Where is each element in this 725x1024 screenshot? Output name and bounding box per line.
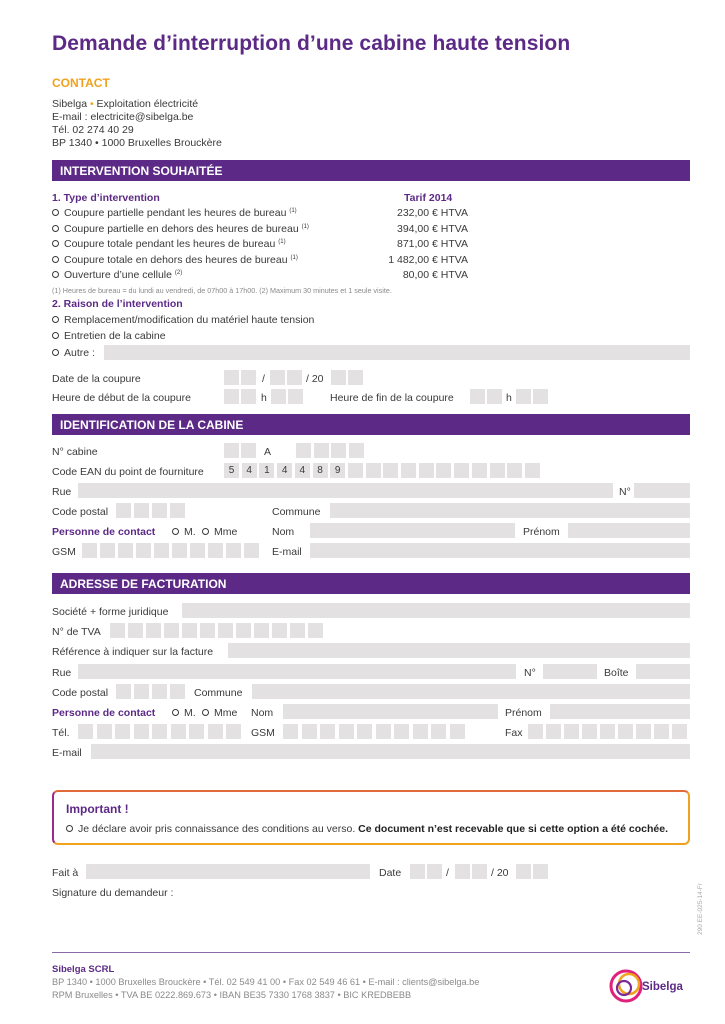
vat-box[interactable]: [128, 623, 143, 638]
cabine-street-field[interactable]: [78, 483, 613, 498]
ean-digit-box[interactable]: [454, 463, 469, 478]
vat-box[interactable]: [236, 623, 251, 638]
billing-postal-box[interactable]: [152, 684, 167, 699]
footer-address: BP 1340 • 1000 Bruxelles Brouckère • Tél. 02 549 41 00 • Fax 02 549 46 61 • E-mail : clients@sibelga.be: [52, 977, 480, 987]
billing-gsm-box[interactable]: [357, 724, 372, 739]
section-cabine: IDENTIFICATION DE LA CABINE: [52, 414, 690, 435]
contact-org: Sibelga: [52, 98, 88, 110]
billing-title-mme[interactable]: Mme: [202, 707, 237, 719]
billing-prenom-label: Prénom: [505, 707, 542, 719]
billing-fax-box[interactable]: [564, 724, 579, 739]
billing-tel-box[interactable]: [115, 724, 130, 739]
cabine-nom-field[interactable]: [310, 523, 515, 538]
billing-gsm-box[interactable]: [450, 724, 465, 739]
vat-box[interactable]: [218, 623, 233, 638]
cabine-gsm-box[interactable]: [82, 543, 97, 558]
sign-date-label: Date: [379, 867, 402, 879]
ean-digit-box[interactable]: [401, 463, 416, 478]
section-facturation: ADRESSE DE FACTURATION: [52, 573, 690, 594]
cabine-nom-label: Nom: [272, 526, 295, 538]
intervention-price: 232,00 € HTVA: [396, 207, 468, 219]
cabine-number-label-2: N°: [619, 486, 631, 498]
cabine-prenom-label: Prénom: [523, 526, 560, 538]
ean-digit-box[interactable]: 4: [295, 463, 310, 478]
billing-tel-box[interactable]: [78, 724, 93, 739]
date-day-box-2[interactable]: [241, 370, 256, 385]
billing-email-label: E-mail: [52, 747, 82, 759]
ean-digit-box[interactable]: 5: [224, 463, 239, 478]
date-year-box-1[interactable]: [331, 370, 346, 385]
billing-prenom-field[interactable]: [550, 704, 690, 719]
radio-circle-icon[interactable]: [52, 316, 59, 323]
reference-field[interactable]: [228, 643, 690, 658]
other-reason-field[interactable]: [104, 345, 690, 360]
ean-digit-box[interactable]: [472, 463, 487, 478]
billing-fax-box[interactable]: [546, 724, 561, 739]
billing-fax-box[interactable]: [582, 724, 597, 739]
end-hour-box-2[interactable]: [487, 389, 502, 404]
billing-gsm-box[interactable]: [302, 724, 317, 739]
ean-digit-box[interactable]: [507, 463, 522, 478]
cabine-email-label: E-mail: [272, 546, 302, 558]
vat-box[interactable]: [308, 623, 323, 638]
sign-year-prefix: / 20: [491, 867, 509, 879]
cabine-postal-label: Code postal: [52, 506, 109, 518]
date-separator: /: [262, 373, 265, 385]
contact-dept: Exploitation électricité: [96, 98, 199, 110]
start-hour-box-1[interactable]: [224, 389, 239, 404]
billing-tel-box[interactable]: [171, 724, 186, 739]
intervention-type-option[interactable]: Coupure partielle pendant les heures de bureau $^{(1)}$: [52, 207, 297, 219]
vat-box[interactable]: [272, 623, 287, 638]
billing-tel-box[interactable]: [134, 724, 149, 739]
cabine-gsm-box[interactable]: [190, 543, 205, 558]
footer-logo-text: Sibelga: [642, 981, 683, 993]
billing-fax-label: Fax: [505, 727, 523, 739]
vat-box[interactable]: [146, 623, 161, 638]
end-hour-box-1[interactable]: [470, 389, 485, 404]
footer-company: Sibelga SCRL: [52, 964, 115, 975]
cabine-postal-box[interactable]: [152, 503, 167, 518]
sign-year-box-2[interactable]: [533, 864, 548, 879]
footer-divider: [52, 952, 690, 953]
ean-digit-box[interactable]: [348, 463, 363, 478]
ean-digit-box[interactable]: [525, 463, 540, 478]
radio-circle-icon[interactable]: [52, 332, 59, 339]
billing-title-m[interactable]: M.: [172, 707, 196, 719]
cabine-email-field[interactable]: [310, 543, 690, 558]
billing-box-label: Boîte: [604, 667, 629, 679]
cabine-commune-field[interactable]: [330, 503, 690, 518]
date-month-box-2[interactable]: [287, 370, 302, 385]
reason-option-2[interactable]: Entretien de la cabine: [52, 330, 166, 342]
radio-circle-icon[interactable]: [172, 528, 179, 535]
vat-box[interactable]: [254, 623, 269, 638]
ean-digit-box[interactable]: [436, 463, 451, 478]
vat-box[interactable]: [290, 623, 305, 638]
cabine-number-box[interactable]: [241, 443, 256, 458]
billing-nom-field[interactable]: [283, 704, 498, 719]
cabine-gsm-box[interactable]: [100, 543, 115, 558]
section-intervention: INTERVENTION SOUHAITÉE: [52, 160, 690, 181]
start-hour-box-2[interactable]: [241, 389, 256, 404]
ean-digit-box[interactable]: 4: [242, 463, 257, 478]
ean-digit-box[interactable]: [366, 463, 381, 478]
billing-number-field[interactable]: [543, 664, 597, 679]
end-min-box-2[interactable]: [533, 389, 548, 404]
billing-email-field[interactable]: [91, 744, 690, 759]
company-field[interactable]: [182, 603, 690, 618]
cabine-number-label: N° cabine: [52, 446, 98, 458]
cabine-gsm-box[interactable]: [172, 543, 187, 558]
start-time-label: Heure de début de la coupure: [52, 392, 191, 404]
important-title: Important !: [66, 802, 129, 816]
cabine-street-label: Rue: [52, 486, 72, 498]
billing-gsm-box[interactable]: [394, 724, 409, 739]
billing-street-field[interactable]: [78, 664, 516, 679]
radio-circle-icon[interactable]: [66, 825, 73, 832]
billing-tel-box[interactable]: [189, 724, 204, 739]
ean-digit-box[interactable]: [383, 463, 398, 478]
cabine-title-m[interactable]: M.: [172, 526, 196, 538]
billing-gsm-box[interactable]: [376, 724, 391, 739]
reason-label: 2. Raison de l’intervention: [52, 298, 183, 310]
billing-tel-box[interactable]: [152, 724, 167, 739]
ean-digit-box[interactable]: [490, 463, 505, 478]
billing-gsm-label: GSM: [251, 727, 275, 739]
cabine-gsm-box[interactable]: [244, 543, 259, 558]
cabine-commune-label: Commune: [272, 506, 321, 518]
billing-fax-box[interactable]: [654, 724, 669, 739]
cabine-postal-box[interactable]: [170, 503, 185, 518]
cabine-gsm-box[interactable]: [118, 543, 133, 558]
ean-digit-box[interactable]: 1: [259, 463, 274, 478]
reason-option-3[interactable]: Autre :: [52, 347, 95, 359]
billing-contact-label: Personne de contact: [52, 707, 156, 719]
radio-circle-icon[interactable]: [52, 225, 59, 232]
billing-gsm-box[interactable]: [431, 724, 446, 739]
billing-fax-box[interactable]: [672, 724, 687, 739]
intervention-type-option[interactable]: Coupure totale pendant les heures de bureau $^{(1)}$: [52, 238, 286, 250]
radio-circle-icon[interactable]: [52, 209, 59, 216]
document-code: 290 EE-025-14-Fr: [697, 882, 704, 935]
radio-circle-icon[interactable]: [52, 349, 59, 356]
reason-option-1[interactable]: Remplacement/modification du matériel haute tension: [52, 314, 314, 326]
important-bold-text: Ce document n’est recevable que si cette option a été cochée.: [358, 823, 669, 835]
place-field[interactable]: [86, 864, 370, 879]
date-label: Date de la coupure: [52, 373, 141, 385]
cabine-gsm-box[interactable]: [136, 543, 151, 558]
billing-gsm-box[interactable]: [339, 724, 354, 739]
company-label: Société + forme juridique: [52, 606, 169, 618]
billing-postal-box[interactable]: [134, 684, 149, 699]
page-title: Demande d’interruption d’une cabine haute tension: [52, 32, 571, 55]
intervention-type-option[interactable]: Ouverture d’une cellule $^{(2)}$: [52, 269, 182, 281]
intervention-type-option[interactable]: Coupure totale en dehors des heures de bureau $^{(1)}$: [52, 254, 298, 266]
contact-tel: Tél. 02 274 40 29: [52, 124, 134, 136]
billing-number-label: N°: [524, 667, 536, 679]
billing-gsm-box[interactable]: [283, 724, 298, 739]
billing-gsm-box[interactable]: [413, 724, 428, 739]
cabine-gsm-label: GSM: [52, 546, 76, 558]
radio-circle-icon[interactable]: [202, 709, 209, 716]
date-month-box-1[interactable]: [270, 370, 285, 385]
contact-org-line: Sibelga • Exploitation électricité: [52, 98, 199, 110]
start-min-box-2[interactable]: [288, 389, 303, 404]
cabine-number-box[interactable]: [331, 443, 346, 458]
ean-digit-box[interactable]: [419, 463, 434, 478]
sign-month-box-2[interactable]: [472, 864, 487, 879]
footer-bank: RPM Bruxelles • TVA BE 0222.869.673 • IBAN BE35 7330 1768 3837 • BIC KREDBEBB: [52, 990, 412, 1000]
radio-circle-icon[interactable]: [52, 256, 59, 263]
cabine-gsm-box[interactable]: [208, 543, 223, 558]
billing-postal-box[interactable]: [170, 684, 185, 699]
billing-gsm-box[interactable]: [320, 724, 335, 739]
cabine-letter-a: A: [264, 446, 272, 458]
date-year-prefix: / 20: [306, 373, 324, 385]
cabine-contact-label: Personne de contact: [52, 526, 156, 538]
billing-fax-box[interactable]: [528, 724, 543, 739]
billing-commune-field[interactable]: [252, 684, 690, 699]
cabine-number-box[interactable]: [224, 443, 239, 458]
end-time-label: Heure de fin de la coupure: [330, 392, 454, 404]
intervention-price: 80,00 € HTVA: [402, 269, 468, 281]
intervention-price: 871,00 € HTVA: [396, 238, 468, 250]
cabine-postal-box[interactable]: [134, 503, 149, 518]
vat-box[interactable]: [182, 623, 197, 638]
start-h-separator: h: [261, 392, 267, 404]
billing-commune-label: Commune: [194, 687, 243, 699]
cabine-house-number-field[interactable]: [634, 483, 690, 498]
vat-box[interactable]: [200, 623, 215, 638]
billing-tel-box[interactable]: [97, 724, 112, 739]
billing-street-label: Rue: [52, 667, 72, 679]
cabine-title-mme[interactable]: Mme: [202, 526, 237, 538]
start-min-box-1[interactable]: [271, 389, 286, 404]
billing-box-field[interactable]: [636, 664, 690, 679]
billing-tel-box[interactable]: [226, 724, 241, 739]
ean-digit-box[interactable]: 9: [330, 463, 345, 478]
ean-label: Code EAN du point de fourniture: [52, 466, 204, 478]
sibelga-logo-icon: [607, 966, 647, 1006]
contact-heading: CONTACT: [52, 76, 110, 90]
intervention-type-option[interactable]: Coupure partielle en dehors des heures de bureau $^{(1)}$: [52, 223, 309, 235]
sign-date-separator: /: [446, 867, 449, 879]
cabine-number-box[interactable]: [296, 443, 311, 458]
end-h-separator: h: [506, 392, 512, 404]
cabine-number-box[interactable]: [314, 443, 329, 458]
vat-box[interactable]: [164, 623, 179, 638]
sign-year-box-1[interactable]: [516, 864, 531, 879]
end-min-box-1[interactable]: [516, 389, 531, 404]
ean-digit-box[interactable]: 4: [277, 463, 292, 478]
ean-digit-box[interactable]: 8: [313, 463, 328, 478]
billing-postal-label: Code postal: [52, 687, 109, 699]
cabine-gsm-box[interactable]: [226, 543, 241, 558]
footnote: (1) Heures de bureau = du lundi au vendredi, de 07h00 à 17h00. (2) Maximum 30 minutes et 1 seule visite.: [52, 286, 392, 295]
radio-circle-icon[interactable]: [52, 240, 59, 247]
billing-fax-box[interactable]: [600, 724, 615, 739]
sign-day-box-1[interactable]: [410, 864, 425, 879]
radio-circle-icon[interactable]: [202, 528, 209, 535]
cabine-gsm-box[interactable]: [154, 543, 169, 558]
place-label: Fait à: [52, 867, 79, 879]
contact-email: E-mail : electricite@sibelga.be: [52, 111, 194, 123]
reference-label: Référence à indiquer sur la facture: [52, 646, 214, 658]
intervention-price: 394,00 € HTVA: [396, 222, 468, 235]
billing-fax-box[interactable]: [636, 724, 651, 739]
cabine-prenom-field[interactable]: [568, 523, 690, 538]
radio-circle-icon[interactable]: [172, 709, 179, 716]
cabine-number-box[interactable]: [349, 443, 364, 458]
billing-tel-box[interactable]: [208, 724, 223, 739]
cabine-postal-box[interactable]: [116, 503, 131, 518]
date-day-box-1[interactable]: [224, 370, 239, 385]
vat-label: N° de TVA: [52, 626, 101, 638]
signature-label: Signature du demandeur :: [52, 887, 174, 899]
billing-postal-box[interactable]: [116, 684, 131, 699]
vat-box[interactable]: [110, 623, 125, 638]
billing-tel-label: Tél.: [52, 727, 70, 739]
sign-day-box-2[interactable]: [427, 864, 442, 879]
sign-month-box-1[interactable]: [455, 864, 470, 879]
radio-circle-icon[interactable]: [52, 271, 59, 278]
intervention-price: 1 482,00 € HTVA: [388, 253, 468, 266]
contact-address: BP 1340 • 1000 Bruxelles Brouckère: [52, 137, 222, 149]
type-label: 1. Type d’intervention: [52, 192, 160, 204]
billing-nom-label: Nom: [251, 707, 274, 719]
billing-fax-box[interactable]: [618, 724, 633, 739]
tarif-label: Tarif 2014: [404, 192, 453, 204]
important-box: [52, 790, 690, 845]
date-year-box-2[interactable]: [348, 370, 363, 385]
important-agreement-option[interactable]: Je déclare avoir pris connaissance des conditions au verso. Ce document n’est recevable que si cette option a été cochée.: [66, 823, 668, 835]
